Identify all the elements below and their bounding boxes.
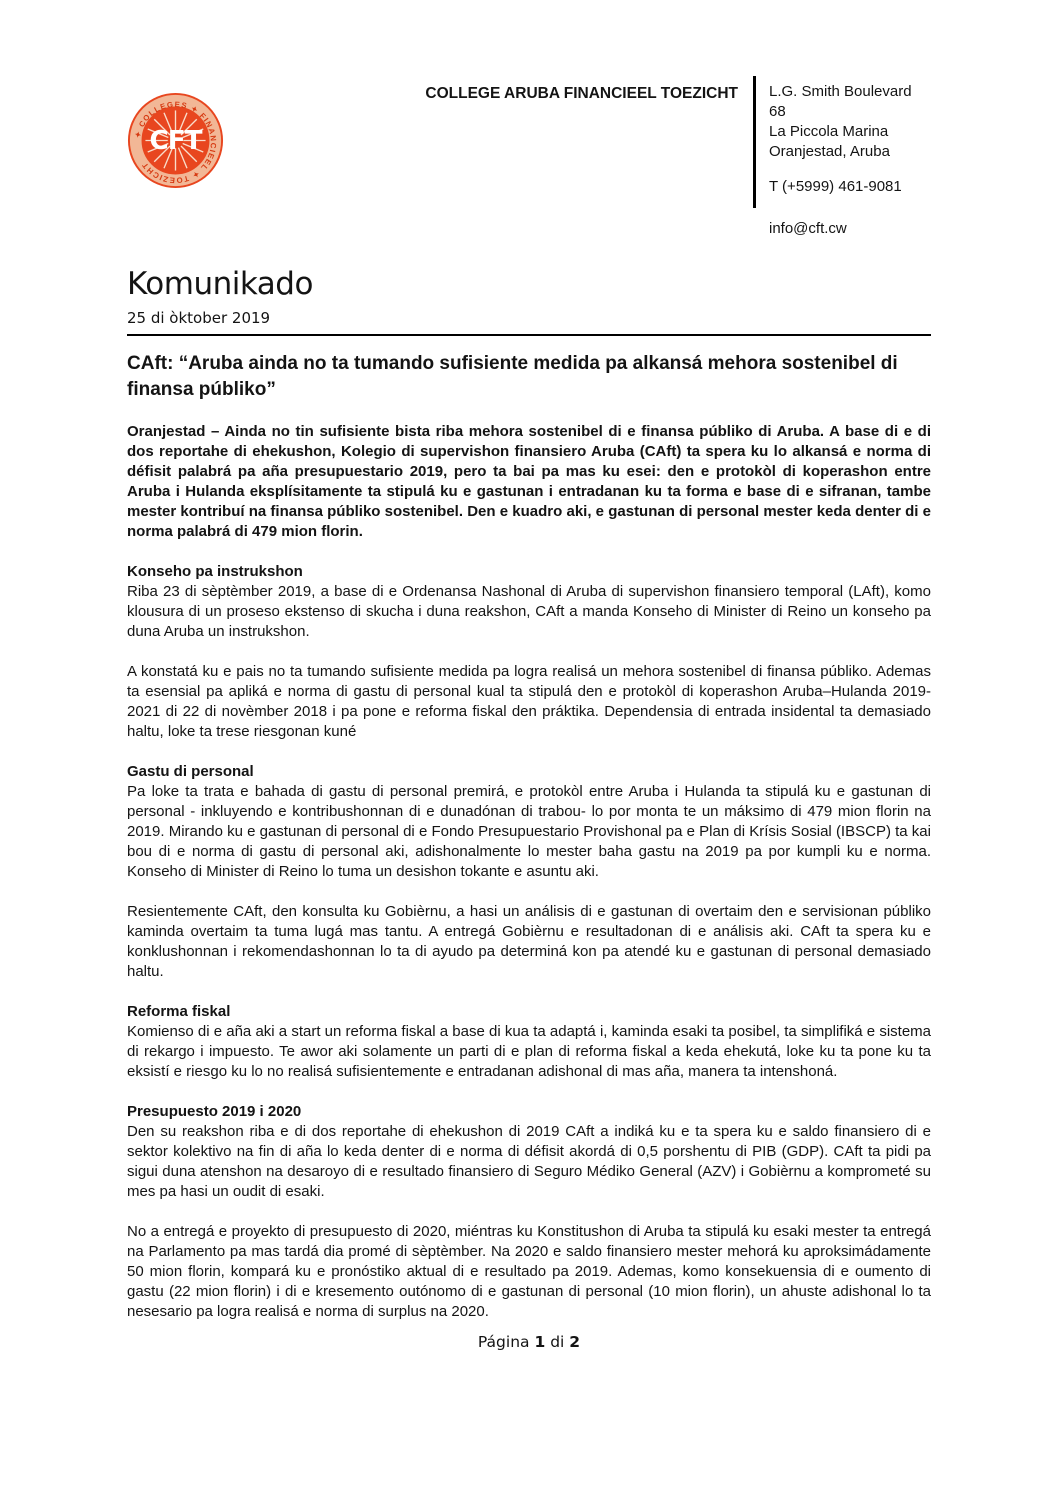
address-line-2: La Piccola Marina xyxy=(769,123,889,140)
logo-center-text: CFT xyxy=(149,126,202,157)
letterhead xyxy=(127,0,931,239)
paragraph: Resientemente CAft, den konsulta ku Gobièrnu, a hasi un análisis di e gastunan di overtaim den e servisionan públiko kaminda overtaim ta tuma lugá mas tantu. A entregá Gobièrnu e resultadonan di e análisis aki. CAft ta spera ku e konklushonnan i rekomendashonnan lo ta di ayudo pa determiná kon pa atendé ku e gastunan di personal demasiado haltu. xyxy=(127,903,931,980)
paragraph: Komienso di e aña aki a start un reforma fiskal a base di kua ta adaptá i, kaminda esaki ta posibel, ta simplifiká e sistema di rekargo i impuesto. Te awor aki solamente un parti di e plan di reforma fiskal a keda ehekutá, loke ku ta pone ku ta eksistí e riesgo ku lo no realisá sufisientemente e entradanan adishonal di mas aña, manera ta intenshoná. xyxy=(127,1023,931,1080)
address-line-3: Oranjestad, Aruba xyxy=(769,143,890,160)
footer-label-pagina: Página xyxy=(477,1333,530,1351)
section-heading: Reforma fiskal xyxy=(127,1003,231,1020)
cft-logo-icon xyxy=(127,92,224,189)
document-date: 25 di òktober 2019 xyxy=(127,309,271,327)
section-heading: Presupuesto 2019 i 2020 xyxy=(127,1103,302,1120)
page-title: Komunikado xyxy=(127,266,313,302)
section-heading: Konseho pa instrukshon xyxy=(127,563,303,580)
section-reforma-fiskal xyxy=(127,1002,931,1082)
phone-number: T (+5999) 461-9081 xyxy=(769,178,902,195)
paragraph: No a entregá e proyekto di presupuesto di 2020, miéntras ku Konstitushon di Aruba ta stipulá ku esaki mester ta entregá na Parlamento pa mas tardá dia promé di sèptèmber. Na 2020 e saldo finansiero mester mehorá ku aproksimádamente 50 mion florin, kompará ku e pronóstiko aktual di e resultado pa 2019. Ademas, komo konsekuensia di e oumento di gastu (22 mion florin) i di e kresemento outónomo di e gastunan di personal (10 mion florin), un ahuste adishonal lo ta nesesario pa logra realisá e norma di surplus na 2020. xyxy=(127,1223,931,1320)
section-konseho-pa-instrukshon xyxy=(127,562,931,742)
paragraph: A konstatá ku e pais no ta tumando sufisiente medida pa logra realisá un mehora sostenibel di finansa públiko. Ademas ta esensial pa apliká e norma di gastu di personal kual ta stipulá den e protokòl di koperashon Aruba–Hulanda 2019-2021 di 22 di novèmber 2018 i pa pone e reforma fiskal den práktika. Dependensia di entrada insidental ta demasiado haltu, loke ta trese riesgonan kuné xyxy=(127,663,931,740)
headline: CAft: “Aruba ainda no ta tumando sufisiente medida pa alkansá mehora sostenibel di finansa públiko” xyxy=(127,353,898,400)
lead-paragraph: Oranjestad – Ainda no tin sufisiente bista riba mehora sostenibel di e finansa públiko di Aruba. A base di e di dos reportahe di ehekushon, Kolegio di supervishon finansiero Aruba (CAft) ta spera ku lo alkansá e norma di défisit palabrá pa aña presupuestario 2019, pero ta bai pa mas ku esei: den e protokòl di koperashon entre Aruba i Hulanda eksplísitamente ta stipulá ku e gastunan i entradanan ku ta forma e base di e sifranan, tambe mester kontribuí na finansa públiko sostenibel. Den e kuadro aki, e gastunan di personal mester keda denter di e norma palabrá di 479 mion florin. xyxy=(127,423,931,540)
page-footer xyxy=(0,1333,1058,1351)
email-address: info@cft.cw xyxy=(769,220,847,237)
footer-page-number: 1 xyxy=(534,1333,546,1351)
title-rule xyxy=(127,334,931,336)
paragraph: Den su reakshon riba e di dos reportahe di ehekushon di 2019 CAft a indiká ku e ta spera ku e saldo finansiero di e sektor kolektivo na fin di aña lo keda denter di e norma di défisit akordá di 0,5 porshentu di PIB (GDP). CAft ta pidi pa sigui duna atenshon na desaroyo di e resultado finansiero di Seguro Médiko General (AZV) i Gobièrnu a komprometé su mes pa hasi un oudit di esaki. xyxy=(127,1123,931,1200)
org-name: COLLEGE ARUBA FINANCIEEL TOEZICHT xyxy=(425,85,738,102)
section-presupuesto-2019-i-2020 xyxy=(127,1102,931,1322)
contact-block xyxy=(756,76,931,239)
footer-label-di: di xyxy=(550,1333,565,1351)
paragraph: Pa loke ta trata e bahada di gastu di personal premirá, e protokòl entre Aruba i Hulanda ta stipulá ku e gastunan di personal - inkluyendo e kontribushonnan di e dunadónan di trabou- lo por monta te un máksimo di 479 mion florin na 2019. Mirando ku e gastunan di personal di e Fondo Presupuestario Provishonal pa e Plan di Krísis Sosial (IBSCP) ta kai bou di e norma di gastu di personal aki, adishonalmente lo mester baha gastu na 2019 pa por kumpli ku e norma. Konseho di Minister di Reino lo tuma un desishon tokante e asuntu aki. xyxy=(127,783,931,880)
section-gastu-di-personal xyxy=(127,762,931,982)
logo-ring-text: ✦ COLLEGES ✦ FINANCIEEL ✦ TOEZICHT xyxy=(133,99,218,185)
footer-page-total: 2 xyxy=(569,1333,581,1351)
section-heading: Gastu di personal xyxy=(127,763,254,780)
address-line-1: L.G. Smith Boulevard 68 xyxy=(769,83,912,120)
paragraph: Riba 23 di sèptèmber 2019, a base di e Ordenansa Nashonal di Aruba di supervishon finansiero temporal (LAft), komo klousura di un proseso ekstenso di skucha i duna reakshon, CAft a manda Konseho di Minister di Reino un konseho pa duna Aruba un instrukshon. xyxy=(127,583,931,640)
cft-logo xyxy=(127,76,230,189)
